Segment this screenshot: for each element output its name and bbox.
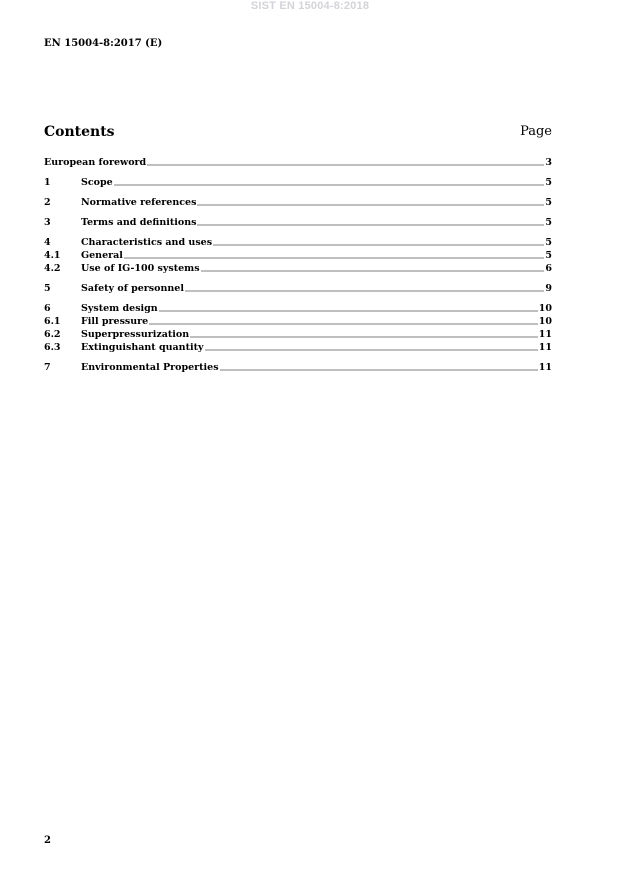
toc-leader-dots (197, 204, 544, 206)
toc-entry-safety-personnel[interactable] (44, 282, 552, 295)
toc-entry-number: 7 (44, 362, 51, 373)
toc-entry-extinguishant-quantity[interactable] (44, 341, 552, 354)
toc-entry-page: 10 (538, 316, 552, 327)
toc-entry-terms-definitions[interactable] (44, 216, 552, 229)
toc-leader-dots (201, 270, 545, 272)
toc-entry-number: 3 (44, 217, 51, 228)
toc-entry-number: 6.1 (44, 316, 61, 327)
toc-leader-dots (159, 310, 538, 312)
toc-entry-page: 9 (545, 283, 552, 294)
toc-entry-page: 5 (545, 197, 552, 208)
toc-leader-dots (185, 290, 544, 292)
toc-entry-title: Normative references (81, 197, 197, 208)
toc-leader-dots (205, 349, 538, 351)
toc-entry-page: 10 (538, 303, 552, 314)
toc-entry-title: Use of IG-100 systems (81, 263, 200, 274)
toc-entry-title: Fill pressure (81, 316, 149, 327)
toc-entry-number: 5 (44, 283, 51, 294)
toc-entry-title: Superpressurization (81, 329, 190, 340)
toc-entry-page: 5 (545, 237, 552, 248)
contents-title: Contents (44, 124, 115, 140)
toc-leader-dots (213, 244, 544, 246)
toc-entry-superpressurization[interactable] (44, 328, 552, 341)
toc-entry-environmental-properties[interactable] (44, 361, 552, 374)
toc-entry-title: System design (81, 303, 158, 314)
toc-entry-general[interactable] (44, 249, 552, 262)
toc-entry-title: General (81, 250, 123, 261)
toc-entry-page: 11 (538, 362, 552, 373)
toc-entry-foreword[interactable] (44, 156, 552, 169)
toc-entry-title: European foreword (44, 157, 147, 168)
document-id: EN 15004-8:2017 (E) (44, 38, 163, 49)
toc-entry-number: 2 (44, 197, 51, 208)
toc-entry-page: 5 (545, 177, 552, 188)
toc-entry-fill-pressure[interactable] (44, 315, 552, 328)
toc-entry-title: Terms and definitions (81, 217, 197, 228)
toc-entry-number: 4 (44, 237, 51, 248)
toc-entry-number: 6.2 (44, 329, 61, 340)
toc-entry-title: Characteristics and uses (81, 237, 213, 248)
toc-leader-dots (114, 184, 545, 186)
toc-entry-number: 6.3 (44, 342, 61, 353)
toc-leader-dots (190, 336, 538, 338)
page-number: 2 (44, 835, 51, 846)
toc-entry-number: 6 (44, 303, 51, 314)
toc-entry-scope[interactable] (44, 176, 552, 189)
toc-entry-title: Environmental Properties (81, 362, 219, 373)
toc-entry-number: 1 (44, 177, 51, 188)
toc-leader-dots (220, 369, 538, 371)
toc-entry-page: 5 (545, 250, 552, 261)
toc-entry-normative-references[interactable] (44, 196, 552, 209)
toc-leader-dots (149, 323, 538, 325)
toc-leader-dots (197, 224, 544, 226)
toc-entry-title: Extinguishant quantity (81, 342, 204, 353)
toc-entry-number: 4.2 (44, 263, 61, 274)
toc-entry-page: 11 (538, 329, 552, 340)
contents-heading (44, 124, 552, 142)
toc-entry-page: 3 (545, 157, 552, 168)
toc-entry-system-design[interactable] (44, 302, 552, 315)
toc-entry-title: Scope (81, 177, 113, 188)
toc-entry-number: 4.1 (44, 250, 61, 261)
watermark: SIST EN 15004-8:2018 (250, 0, 370, 12)
toc-entry-characteristics-uses[interactable] (44, 236, 552, 249)
table-of-contents (44, 156, 552, 374)
toc-leader-dots (124, 257, 544, 259)
page-column-label: Page (520, 124, 552, 139)
toc-entry-page: 6 (545, 263, 552, 274)
toc-entry-page: 11 (538, 342, 552, 353)
toc-entry-page: 5 (545, 217, 552, 228)
toc-entry-title: Safety of personnel (81, 283, 184, 294)
toc-leader-dots (147, 164, 544, 166)
toc-entry-ig100-systems[interactable] (44, 262, 552, 275)
